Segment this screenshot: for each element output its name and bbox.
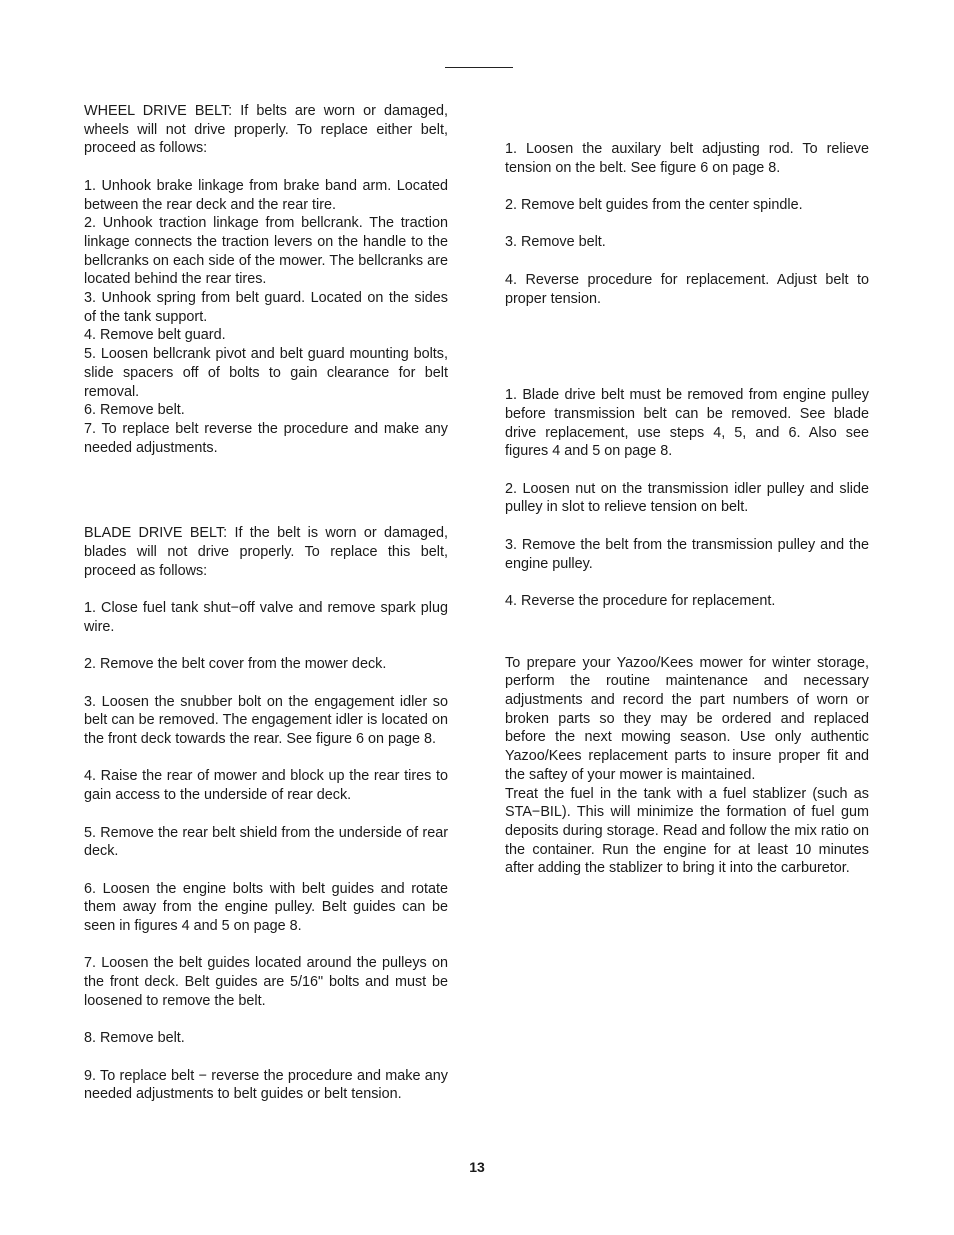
auxiliary-step-2: 2. Remove belt guides from the center spindle. [505,197,803,214]
blade-drive-step-7: 7. Loosen the belt guides located around the pulleys on the front deck. Belt guides are 5/16" bolts and must be loosened to remove the belt. [84,955,448,1009]
wheel-drive-step-2: 2. Unhook traction linkage from bellcrank. The traction linkage connects the traction levers on the handle to the bellcranks on each side of the mower. The bellcranks are located behind the rear tires. [84,215,448,288]
storage-paragraph-1: To prepare your Yazoo/Kees mower for winter storage, perform the routine maintenance and necessary adjustments and record the part numbers of worn or broken parts so they may be ordered and replaced before the next mowing season. Use only authentic Yazoo/Kees replacement parts to insure proper fit and the saftey of your mower is maintained. [505,654,869,783]
blade-drive-step-2: 2. Remove the belt cover from the mower deck. [84,656,387,673]
auxiliary-step-4: 4. Reverse procedure for replacement. Adjust belt to proper tension. [505,271,869,307]
transmission-step-1: 1. Blade drive belt must be removed from engine pulley before transmission belt can be removed. See blade drive replacement, use steps 4, 5, and 6. Also see figures 4 and 5 on page 8. [505,387,869,460]
blade-drive-step-8: 8. Remove belt. [84,1030,185,1047]
page-number: 13 [469,1159,485,1175]
transmission-step-2: 2. Loosen nut on the transmission idler pulley and slide pulley in slot to relieve tension on belt. [505,480,869,516]
blade-drive-step-5: 5. Remove the rear belt shield from the underside of rear deck. [84,824,448,860]
storage-paragraph-2: Treat the fuel in the tank with a fuel stablizer (such as STA−BIL). This will minimize the formation of fuel gum deposits during storage. Read and follow the mix ratio on the container. Run the engine for at least 10 minutes after adding the stablizer to bring it into the carburetor. [505,785,869,877]
blade-drive-step-3: 3. Loosen the snubber bolt on the engagement idler so belt can be removed. The engagement idler is located on the front deck towards the rear. See figure 6 on page 8. [84,693,448,748]
wheel-drive-step-5: 5. Loosen bellcrank pivot and belt guard mounting bolts, slide spacers off of bolts to gain clearance for belt removal. [84,346,448,400]
left-column [84,102,448,1104]
blade-drive-step-1: 1. Close fuel tank shut−off valve and remove spark plug wire. [84,600,448,635]
blade-drive-intro: BLADE DRIVE BELT: If the belt is worn or damaged, blades will not drive properly. To replace this belt, proceed as follows: [84,525,448,579]
blade-drive-step-6: 6. Loosen the engine bolts with belt guides and rotate them away from the engine pulley. Belt guides can be seen in figures 4 and 5 on page 8. [84,880,448,935]
wheel-drive-step-3: 3. Unhook spring from belt guard. Located on the sides of the tank support. [84,290,448,325]
wheel-drive-intro: WHEEL DRIVE BELT: If belts are worn or damaged, wheels will not drive properly. To replace either belt, proceed as follows: [84,103,448,157]
transmission-step-4: 4. Reverse the procedure for replacement. [505,592,776,609]
auxiliary-step-3: 3. Remove belt. [505,234,606,251]
transmission-step-3: 3. Remove the belt from the transmission pulley and the engine pulley. [505,536,869,572]
header-rule [445,67,513,68]
wheel-drive-step-1: 1. Unhook brake linkage from brake band arm. Located between the rear deck and the rear tire. [84,177,448,213]
wheel-drive-step-4: 4. Remove belt guard. [84,327,226,344]
blade-drive-step-4: 4. Raise the rear of mower and block up the rear tires to gain access to the underside of rear deck. [84,768,448,804]
blade-drive-step-9: 9. To replace belt − reverse the procedure and make any needed adjustments to belt guides or belt tension. [84,1067,448,1103]
right-column [505,140,869,878]
wheel-drive-step-6: 6. Remove belt. [84,402,185,419]
wheel-drive-step-7: 7. To replace belt reverse the procedure and make any needed adjustments. [84,420,448,456]
auxiliary-step-1: 1. Loosen the auxilary belt adjusting rod. To relieve tension on the belt. See figure 6 on page 8. [505,141,869,176]
